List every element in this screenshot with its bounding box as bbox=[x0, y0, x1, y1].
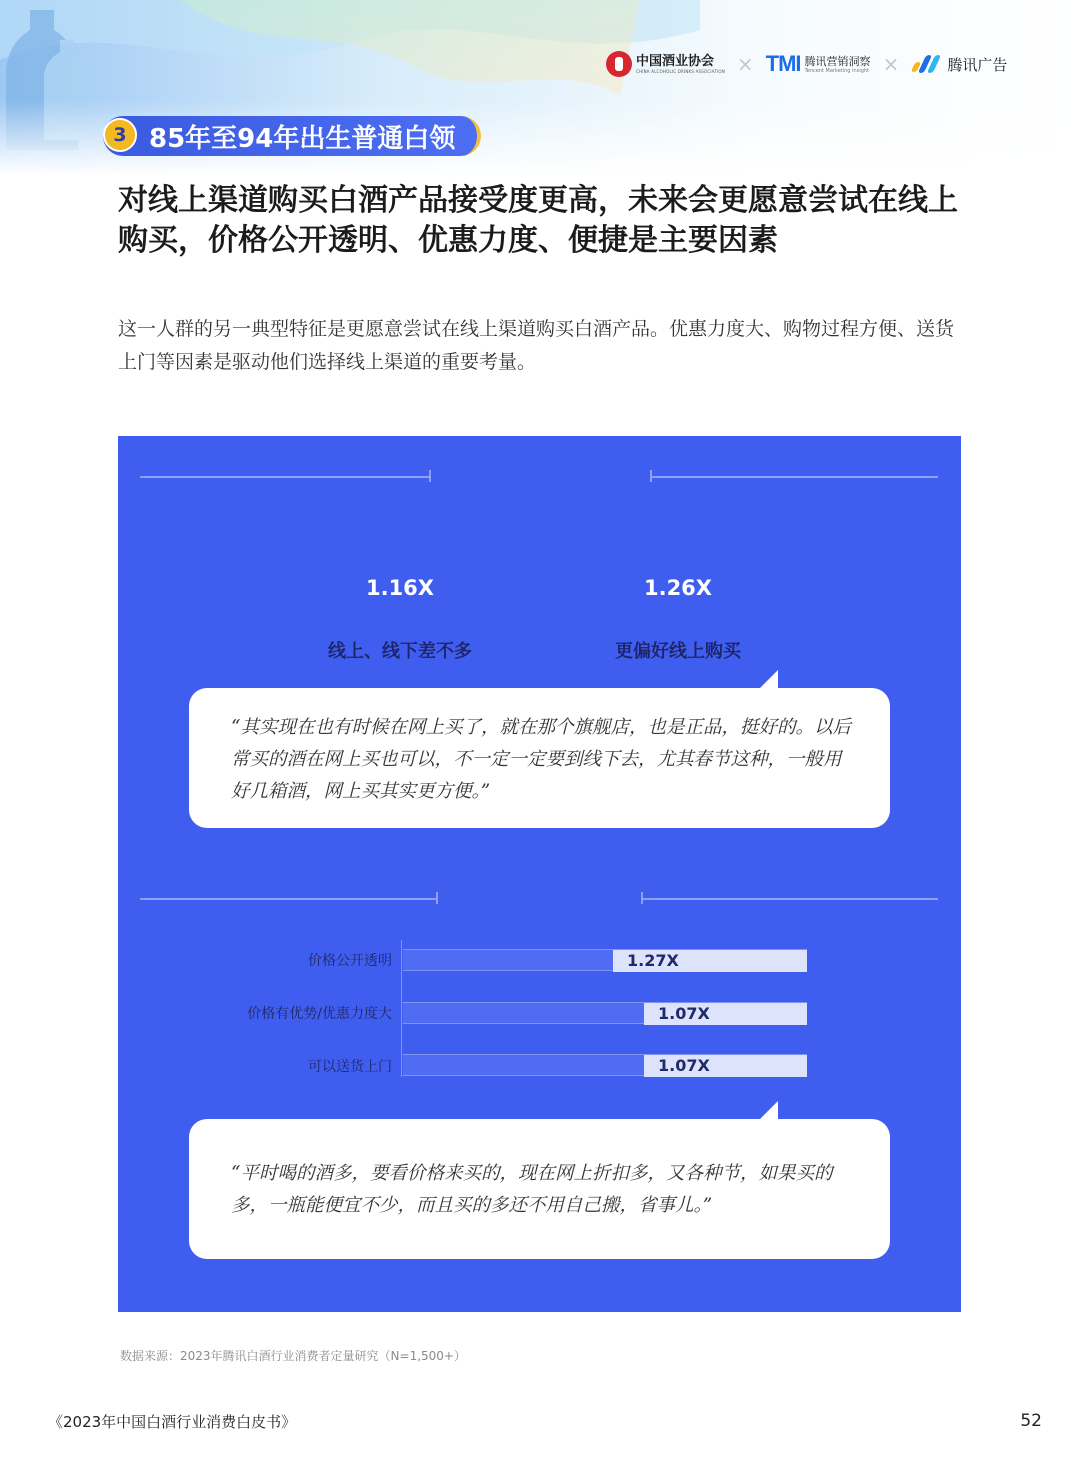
quote-bubble bbox=[189, 688, 890, 828]
bar-row bbox=[403, 1054, 807, 1076]
stat-label-online-offline-same: 线上、线下差不多 bbox=[328, 641, 472, 662]
footer-document-title: 《2023年中国白酒行业消费白皮书》 bbox=[48, 1413, 297, 1431]
logo-separator: × bbox=[882, 52, 900, 76]
stat-value-online-offline-same: 1.16X bbox=[365, 576, 434, 600]
bar-row bbox=[403, 949, 807, 971]
section-pill bbox=[103, 116, 481, 156]
partner-logos bbox=[606, 46, 1036, 82]
bar-category-label: 可以送货上门 bbox=[308, 1059, 392, 1075]
bar bbox=[644, 1003, 807, 1025]
quote-text: “平时喝的酒多，要看价格来买的，现在网上折扣多，又各种节，如果买的多，一瓶能便宜不少，而且买的多还不用自己搬，省事儿。” bbox=[231, 1163, 833, 1216]
tencent-ads-icon bbox=[911, 54, 941, 74]
logo-tencent-ads bbox=[911, 54, 1007, 75]
tmi-mark: TMI bbox=[765, 51, 801, 76]
section-title: 85年至94年出生普通白领 bbox=[149, 123, 456, 154]
section-heading bbox=[103, 116, 481, 156]
stat-value-prefer-online: 1.26X bbox=[643, 576, 712, 600]
body-paragraph: 这一人群的另一典型特征是更愿意尝试在线上渠道购买白酒产品。优惠力度大、购物过程方便、送货上门等因素是驱动他们选择线上渠道的重要考量。 bbox=[118, 318, 955, 373]
bar-value-label: 1.07X bbox=[658, 1056, 710, 1075]
bar-value-label: 1.27X bbox=[627, 951, 679, 970]
logo2-name: 腾讯营销洞察 bbox=[804, 54, 871, 68]
divider-tick bbox=[641, 892, 643, 904]
bar-category-label: 价格有优势/优惠力度大 bbox=[247, 1006, 392, 1022]
bar-chart-axis bbox=[401, 940, 402, 1077]
section-number-badge: 3 bbox=[103, 118, 137, 152]
divider-tick bbox=[429, 470, 431, 482]
logo-tencent-marketing-insight bbox=[766, 51, 871, 77]
divider-line bbox=[650, 476, 938, 478]
divider-tick bbox=[436, 892, 438, 904]
logo1-name: 中国酒业协会 bbox=[636, 54, 715, 69]
divider-tick bbox=[650, 470, 652, 482]
bar-row bbox=[403, 1002, 807, 1024]
divider-line bbox=[140, 476, 430, 478]
bar-category-label: 价格公开透明 bbox=[308, 953, 392, 969]
page-number: 52 bbox=[1020, 1411, 1042, 1431]
logo2-subtitle: Tencent Marketing Insight bbox=[804, 67, 870, 74]
logo-separator: × bbox=[736, 52, 754, 76]
logo1-subtitle: CHINA ALCOHOLIC DRINKS ASSOCIATION bbox=[636, 69, 725, 74]
logo-china-alcoholic-drinks-association bbox=[606, 51, 725, 77]
quote-bubble bbox=[189, 1119, 890, 1259]
stat-label-prefer-online: 更偏好线上购买 bbox=[615, 641, 741, 662]
data-source-note: 数据来源：2023年腾讯白酒行业消费者定量研究（N=1,500+） bbox=[120, 1349, 466, 1363]
quote-text: “其实现在也有时候在网上买了，就在那个旗舰店，也是正品，挺好的。以后常买的酒在网上买也可以，不一定一定要到线下去，尤其春节这种，一般用好几箱酒，网上买其实更方便。” bbox=[231, 717, 851, 802]
page-headline: 对线上渠道购买白酒产品接受度更高，未来会更愿意尝试在线上购买，价格公开透明、优惠力度、便捷是主要因素 bbox=[118, 183, 958, 258]
bar bbox=[644, 1055, 807, 1077]
logo3-name: 腾讯广告 bbox=[947, 55, 1008, 74]
bar bbox=[613, 950, 807, 972]
association-emblem-icon bbox=[606, 51, 632, 77]
divider-line bbox=[641, 898, 938, 900]
divider-line bbox=[140, 898, 437, 900]
bar-value-label: 1.07X bbox=[658, 1004, 710, 1023]
